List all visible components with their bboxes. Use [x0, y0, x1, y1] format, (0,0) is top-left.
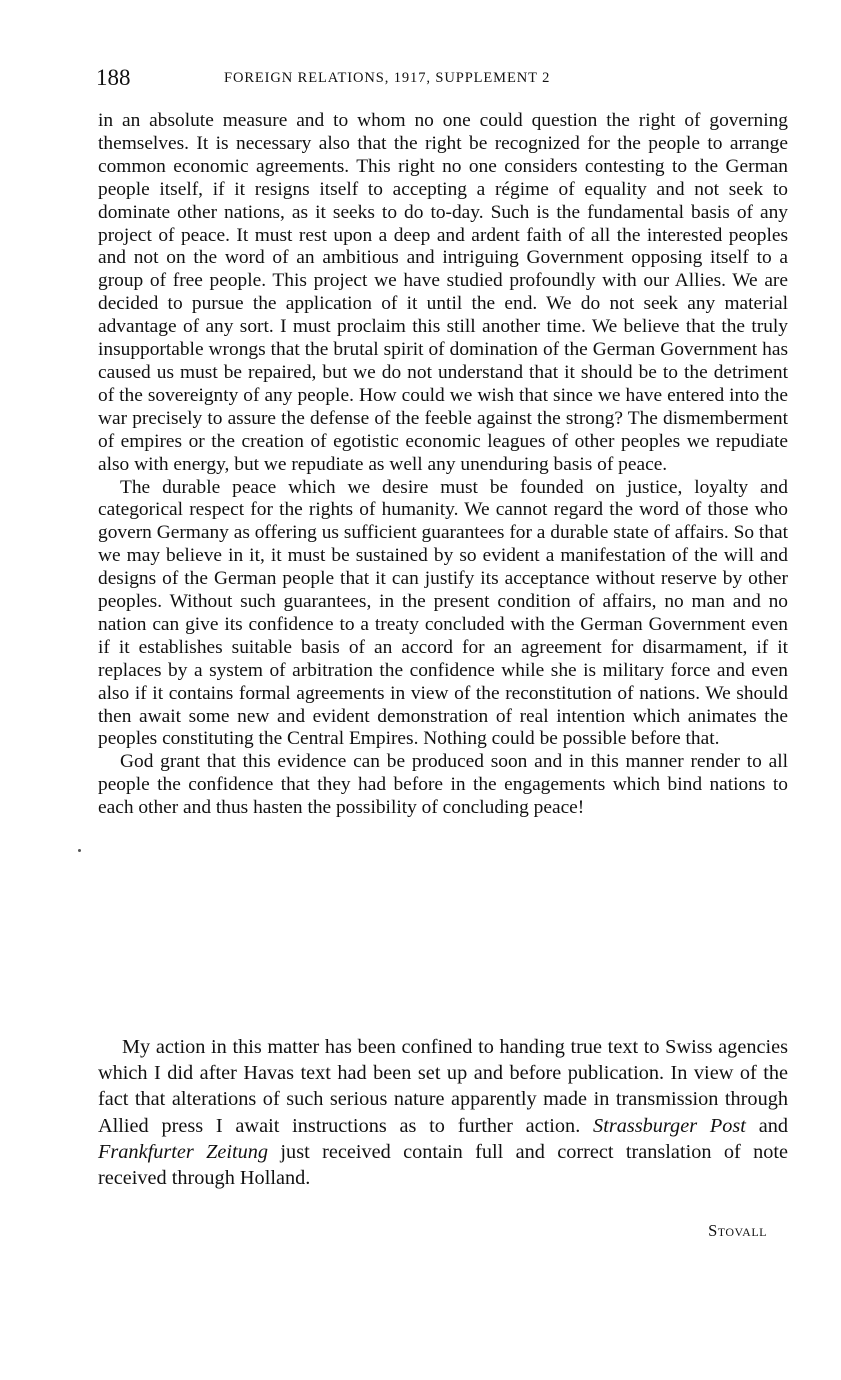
quoted-note-block	[98, 110, 788, 820]
note-paragraph-durable-peace: The durable peace which we desire must be founded on justice, loyalty and categorical respect for the rights of humanity. We cannot regard the word of those who govern Germany as offering us sufficient guarantees for a durable state of affairs. So that we may believe in it, it must be sustained by so evident a manifestation of the will and designs of the German people that it can justify its acceptance without reserve by other peoples. Without such guarantees, in the present condition of affairs, no man and no nation can give its confidence to a treaty concluded with the German Government even if it establishes suitable basis of an accord for an agreement for disarmament, if it replaces by a system of arbitration the confidence while she is military force and even also if it contains formal agreements in view of the reconstitution of nations. We should then await some new and evident demonstration of real intention which animates the peoples constituting the Central Empires. Nothing could be possible before that.	[98, 476, 788, 750]
page-number: 188	[96, 65, 131, 90]
margin-mark	[78, 849, 81, 852]
page-header	[96, 64, 766, 94]
newspaper-title-strassburger: Strassburger Post	[593, 1114, 746, 1137]
telegram-block	[98, 1034, 788, 1191]
note-paragraph-continued: in an absolute measure and to whom no one could question the right of governing themselves. It is necessary also that the right be recognized for the people to arrange common economic agreements. This right no one considers contesting to the German people itself, if it resigns itself to accepting a régime of equality and not seek to dominate other nations, as it seeks to do to-day. Such is the fundamental basis of any project of peace. It must rest upon a deep and ardent faith of all the interested peoples and not on the word of an ambitious and intriguing Government opposing itself to a group of free people. This project we have studied profoundly with our Allies. We are decided to pursue the application of it until the end. We do not seek any material advantage of any sort. I must proclaim this still another time. We believe that the truly insupportable wrongs that the brutal spirit of domination of the German Government has caused us must be repaired, but we do not understand that it should be to the detriment of the sovereignty of any people. How could we wish that since we have entered into the war precisely to assure the defense of the feeble against the strong? The dismemberment of empires or the creation of egotistic economic leagues of other peoples we repudiate also with energy, but we repudiate as well any unenduring basis of peace.	[98, 110, 788, 475]
telegram-text-part-1: My action in this matter has been confined to handing true text to Swiss agencies which I did after Havas text had been set up and before publication. In view of the fact that alterations of such serious nature apparently made in transmission through Allied press I await instructions as to further action.	[98, 1036, 788, 1137]
telegram-text-part-2: just received contain full and correct translation of note received through Holland.	[98, 1140, 788, 1190]
telegram-and-word: and	[758, 1114, 788, 1137]
newspaper-title-frankfurter: Frankfurter Zeitung	[98, 1140, 269, 1163]
note-paragraph-closing: God grant that this evidence can be produced soon and in this manner render to all people the confidence that they had before in the engagements which bind nations to each other and thus hasten the possibility of concluding peace!	[98, 751, 788, 819]
telegram-paragraph	[98, 1034, 788, 1191]
signature: Stovall	[708, 1221, 767, 1240]
running-head: FOREIGN RELATIONS, 1917, SUPPLEMENT 2	[224, 70, 551, 86]
